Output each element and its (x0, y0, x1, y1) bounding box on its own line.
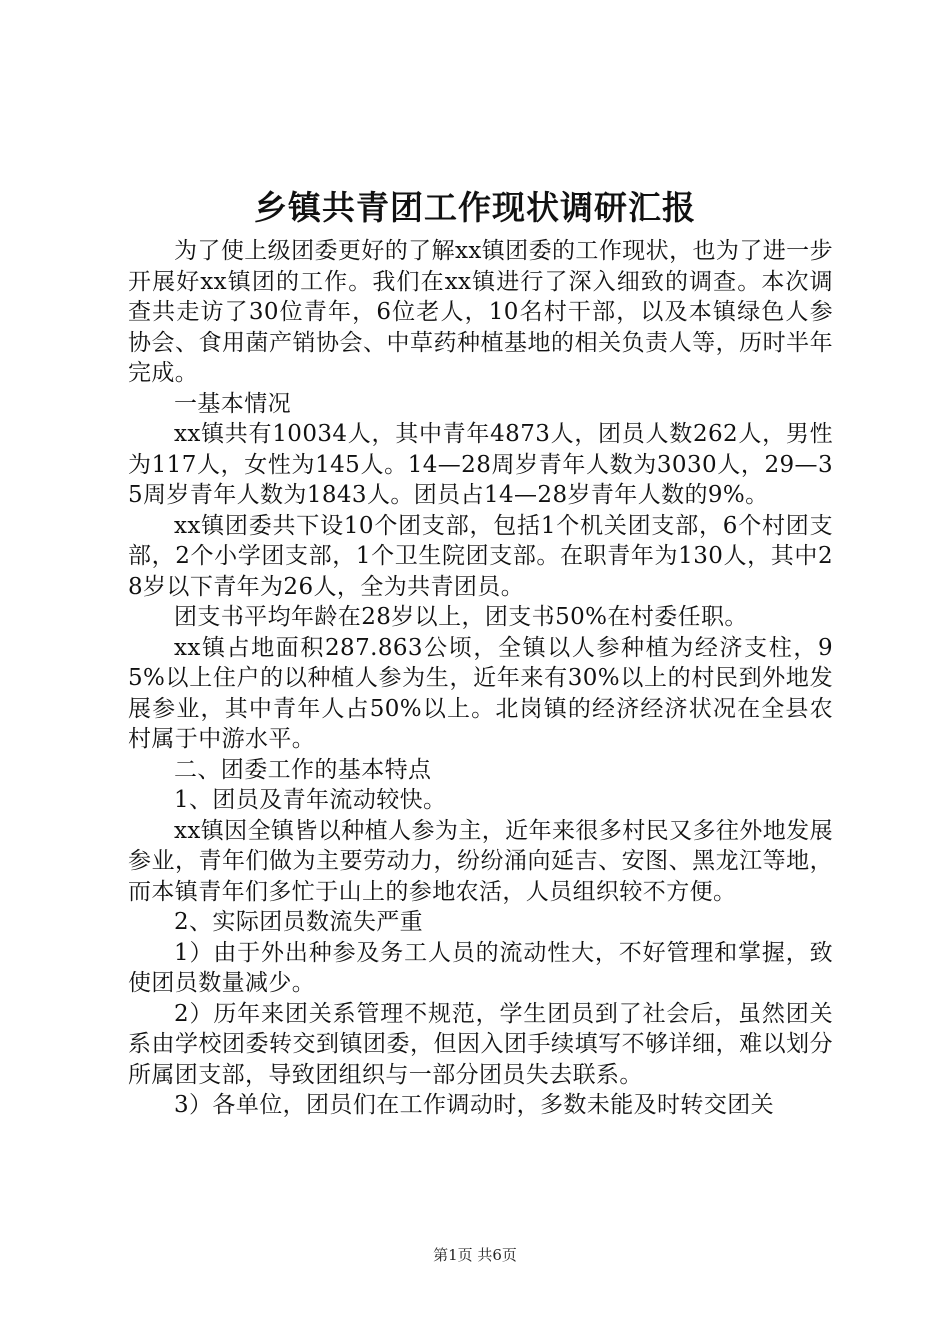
paragraph-reason-1: 1）由于外出种参及务工人员的流动性大，不好管理和掌握，致使团员数量减少。 (128, 939, 833, 996)
paragraph-intro: 为了使上级团委更好的了解xx镇团委的工作现状，也为了进一步开展好xx镇团的工作。我们在xx镇进行了深入细致的调查。本次调查共走访了30位青年，6位老人，10名村干部，以及本镇绿色人参协会、食用菌产销协会、中草药种植基地的相关负责人等，历时半年完成。 (128, 238, 833, 386)
paragraph-economy: xx镇占地面积287.863公顷，全镇以人参种植为经济支柱，95%以上住户的以种植人参为生，近年来有30%以上的村民到外地发展参业，其中青年人占50%以上。北岗镇的经济经济状况在全县农村属于中游水平。 (128, 634, 833, 752)
paragraph-secretaries: 团支书平均年龄在28岁以上，团支书50%在村委任职。 (174, 604, 748, 630)
paragraph-reason-2: 2）历年来团关系管理不规范，学生团员到了社会后，虽然团关系由学校团委转交到镇团委，但因入团手续填写不够详细，难以划分所属团支部，导致团组织与一部分团员失去联系。 (128, 1000, 833, 1088)
document-title: 乡镇共青团工作现状调研汇报 (254, 188, 696, 227)
paragraph-branches: xx镇团委共下设10个团支部，包括1个机关团支部，6个村团支部，2个小学团支部，1个卫生院团支部。在职青年为130人，其中28岁以下青年为26人，全为共青团员。 (128, 512, 833, 600)
heading-basic-situation: 一基本情况 (174, 390, 291, 417)
subheading-mobility: 1、团员及青年流动较快。 (174, 787, 447, 813)
heading-work-features: 二、团委工作的基本特点 (174, 756, 432, 783)
subheading-member-loss: 2、实际团员数流失严重 (174, 909, 424, 935)
paragraph-population: xx镇共有10034人，其中青年4873人，团员人数262人，男性为117人，女性为145人。14—28周岁青年人数为3030人，29—35周岁青年人数为1843人。团员占14—28岁青年人数的9%。 (128, 421, 833, 508)
paragraph-mobility: xx镇因全镇皆以种植人参为主，近年来很多村民又多往外地发展参业，青年们做为主要劳动力，纷纷涌向延吉、安图、黑龙江等地，而本镇青年们多忙于山上的参地农活，人员组织较不方便。 (128, 817, 833, 905)
paragraph-reason-3: 3）各单位，团员们在工作调动时，多数未能及时转交团关 (174, 1092, 775, 1118)
document-body (128, 236, 833, 1121)
page-number-footer: 第1页 共6页 (433, 1246, 517, 1264)
